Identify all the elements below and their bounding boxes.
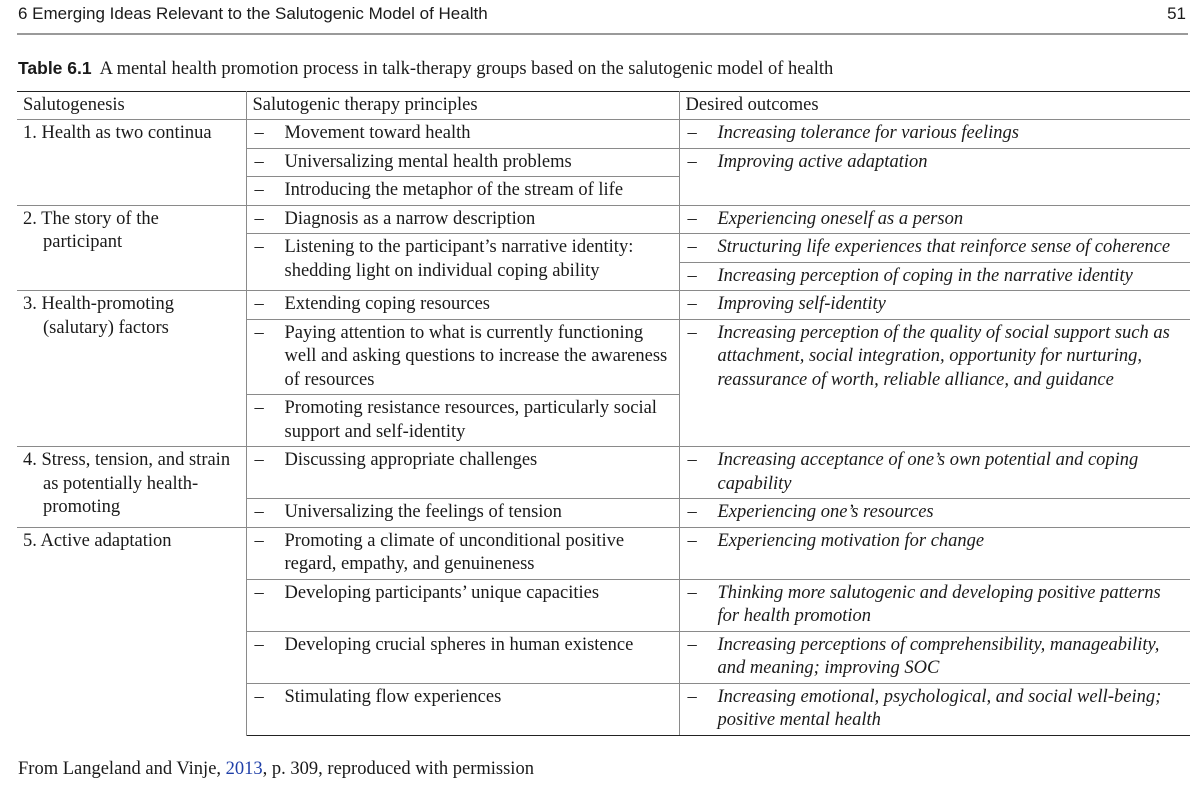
outcome-cell — [679, 291, 1190, 320]
bullet-dash: – — [687, 208, 697, 229]
outcome-text: Experiencing oneself as a person — [717, 208, 964, 229]
outcome-text: Increasing acceptance of one’s own potential and coping capability — [717, 450, 1139, 494]
principle-text: Paying attention to what is currently functioning well and asking questions to increase the awareness of resources — [284, 322, 668, 390]
principle-cell — [246, 631, 679, 683]
outcome-cell — [679, 262, 1190, 291]
category-cell — [17, 291, 246, 447]
principle-cell — [246, 291, 679, 320]
category-label: 5. Active adaptation — [23, 530, 172, 551]
outcome-cell — [679, 205, 1190, 234]
bullet-dash: – — [687, 582, 697, 603]
table-row — [17, 205, 1190, 234]
header-rule — [17, 33, 1188, 35]
principle-cell — [246, 527, 679, 579]
bullet-dash: – — [687, 322, 697, 343]
bullet-dash: – — [687, 294, 697, 314]
outcome-cell — [679, 631, 1190, 683]
source-text-end: , p. 309, reproduced with permission — [262, 759, 534, 779]
category-cell — [17, 527, 246, 735]
table-caption-text: A mental health promotion process in talk-therapy groups based on the salutogenic model of health — [99, 59, 834, 79]
outcome-text: Experiencing motivation for change — [717, 530, 985, 551]
principle-text: Diagnosis as a narrow description — [284, 208, 536, 229]
source-text: From Langeland and Vinje, — [18, 759, 226, 779]
bullet-dash: – — [254, 294, 264, 314]
bullet-dash: – — [254, 634, 264, 655]
table-row — [17, 527, 1190, 579]
page-number: 51 — [1167, 4, 1186, 23]
category-cell — [17, 205, 246, 291]
bullet-dash: – — [687, 123, 697, 143]
column-header: Desired outcomes — [679, 92, 1190, 120]
outcome-text: Increasing emotional, psychological, and social well-being; positive mental health — [717, 686, 1162, 730]
bullet-dash: – — [254, 530, 264, 551]
principle-cell — [246, 499, 679, 528]
outcome-text: Thinking more salutogenic and developing positive patterns for health promotion — [717, 582, 1161, 626]
principle-cell — [246, 447, 679, 499]
table-source-note — [18, 759, 534, 780]
outcome-cell — [679, 447, 1190, 499]
principle-cell — [246, 177, 679, 206]
principle-cell — [246, 579, 679, 631]
table-row — [17, 291, 1190, 320]
principle-text: Stimulating flow experiences — [284, 686, 502, 707]
outcome-cell — [679, 148, 1190, 205]
principle-text: Listening to the participant’s narrative identity: shedding light on individual coping ability — [284, 237, 634, 281]
principle-cell — [246, 319, 679, 395]
bullet-dash: – — [254, 582, 264, 603]
outcome-cell — [679, 579, 1190, 631]
bullet-dash: – — [687, 237, 697, 257]
outcome-cell — [679, 234, 1190, 263]
outcome-text: Increasing tolerance for various feelings — [717, 123, 1019, 143]
principle-cell — [246, 205, 679, 234]
principle-text: Promoting resistance resources, particularly social support and self-identity — [284, 398, 657, 442]
table-label: Table 6.1 — [18, 58, 92, 78]
outcome-text: Improving self-identity — [717, 294, 886, 314]
bullet-dash: – — [254, 180, 264, 200]
running-head — [18, 4, 1186, 30]
bullet-dash: – — [687, 502, 697, 522]
table-row — [17, 447, 1190, 499]
column-header: Salutogenic therapy principles — [246, 92, 679, 120]
outcome-text: Increasing perception of the quality of social support such as attachment, social integration, opportunity for nurturing, reassurance of worth, reliable alliance, and guidance — [717, 322, 1170, 390]
principle-cell — [246, 120, 679, 149]
bullet-dash: – — [687, 450, 697, 470]
principle-text: Developing participants’ unique capacities — [284, 582, 600, 603]
principle-text: Introducing the metaphor of the stream of life — [284, 180, 624, 200]
category-label: 1. Health as two continua — [23, 123, 212, 143]
principle-text: Extending coping resources — [284, 294, 490, 314]
outcome-cell — [679, 120, 1190, 149]
outcome-text: Experiencing one’s resources — [717, 502, 934, 522]
table-caption — [18, 58, 1188, 80]
outcome-text: Increasing perceptions of comprehensibility, manageability, and meaning; improving SOC — [717, 634, 1160, 678]
salutogenic-table — [17, 91, 1190, 736]
table-row — [17, 120, 1190, 149]
principle-text: Developing crucial spheres in human existence — [284, 634, 634, 655]
category-cell — [17, 120, 246, 206]
bullet-dash: – — [254, 151, 264, 172]
principle-text: Discussing appropriate challenges — [284, 450, 538, 470]
bullet-dash: – — [254, 686, 264, 707]
bullet-dash: – — [254, 322, 264, 343]
principle-text: Universalizing the feelings of tension — [284, 502, 562, 522]
category-cell — [17, 447, 246, 528]
outcome-text: Increasing perception of coping in the narrative identity — [717, 265, 1133, 286]
citation-link[interactable]: 2013 — [225, 759, 263, 779]
category-label: 3. Health-promoting (salutary) factors — [23, 294, 175, 338]
principle-cell — [246, 683, 679, 735]
principle-text: Promoting a climate of unconditional positive regard, empathy, and genuineness — [284, 530, 625, 574]
principle-text: Universalizing mental health problems — [284, 151, 572, 172]
principle-cell — [246, 395, 679, 447]
bullet-dash: – — [687, 686, 697, 707]
outcome-cell — [679, 527, 1190, 579]
chapter-title: 6 Emerging Ideas Relevant to the Salutogenic Model of Health — [18, 4, 488, 23]
bullet-dash: – — [254, 208, 264, 229]
bullet-dash: – — [687, 634, 697, 655]
bullet-dash: – — [254, 123, 264, 143]
category-label: 4. Stress, tension, and strain as potentially health-promoting — [23, 450, 231, 517]
bullet-dash: – — [687, 265, 697, 286]
bullet-dash: – — [687, 151, 697, 172]
outcome-cell — [679, 499, 1190, 528]
outcome-text: Improving active adaptation — [717, 151, 928, 172]
outcome-cell — [679, 683, 1190, 735]
outcome-text: Structuring life experiences that reinforce sense of coherence — [717, 237, 1171, 257]
header-row — [17, 92, 1190, 120]
principle-cell — [246, 148, 679, 177]
bullet-dash: – — [687, 530, 697, 551]
principle-cell — [246, 234, 679, 291]
bullet-dash: – — [254, 450, 264, 470]
category-label: 2. The story of the participant — [23, 208, 159, 252]
bullet-dash: – — [254, 502, 264, 522]
bullet-dash: – — [254, 237, 264, 257]
principle-text: Movement toward health — [284, 123, 471, 143]
bullet-dash: – — [254, 398, 264, 418]
column-header: Salutogenesis — [17, 92, 246, 120]
outcome-cell — [679, 319, 1190, 447]
